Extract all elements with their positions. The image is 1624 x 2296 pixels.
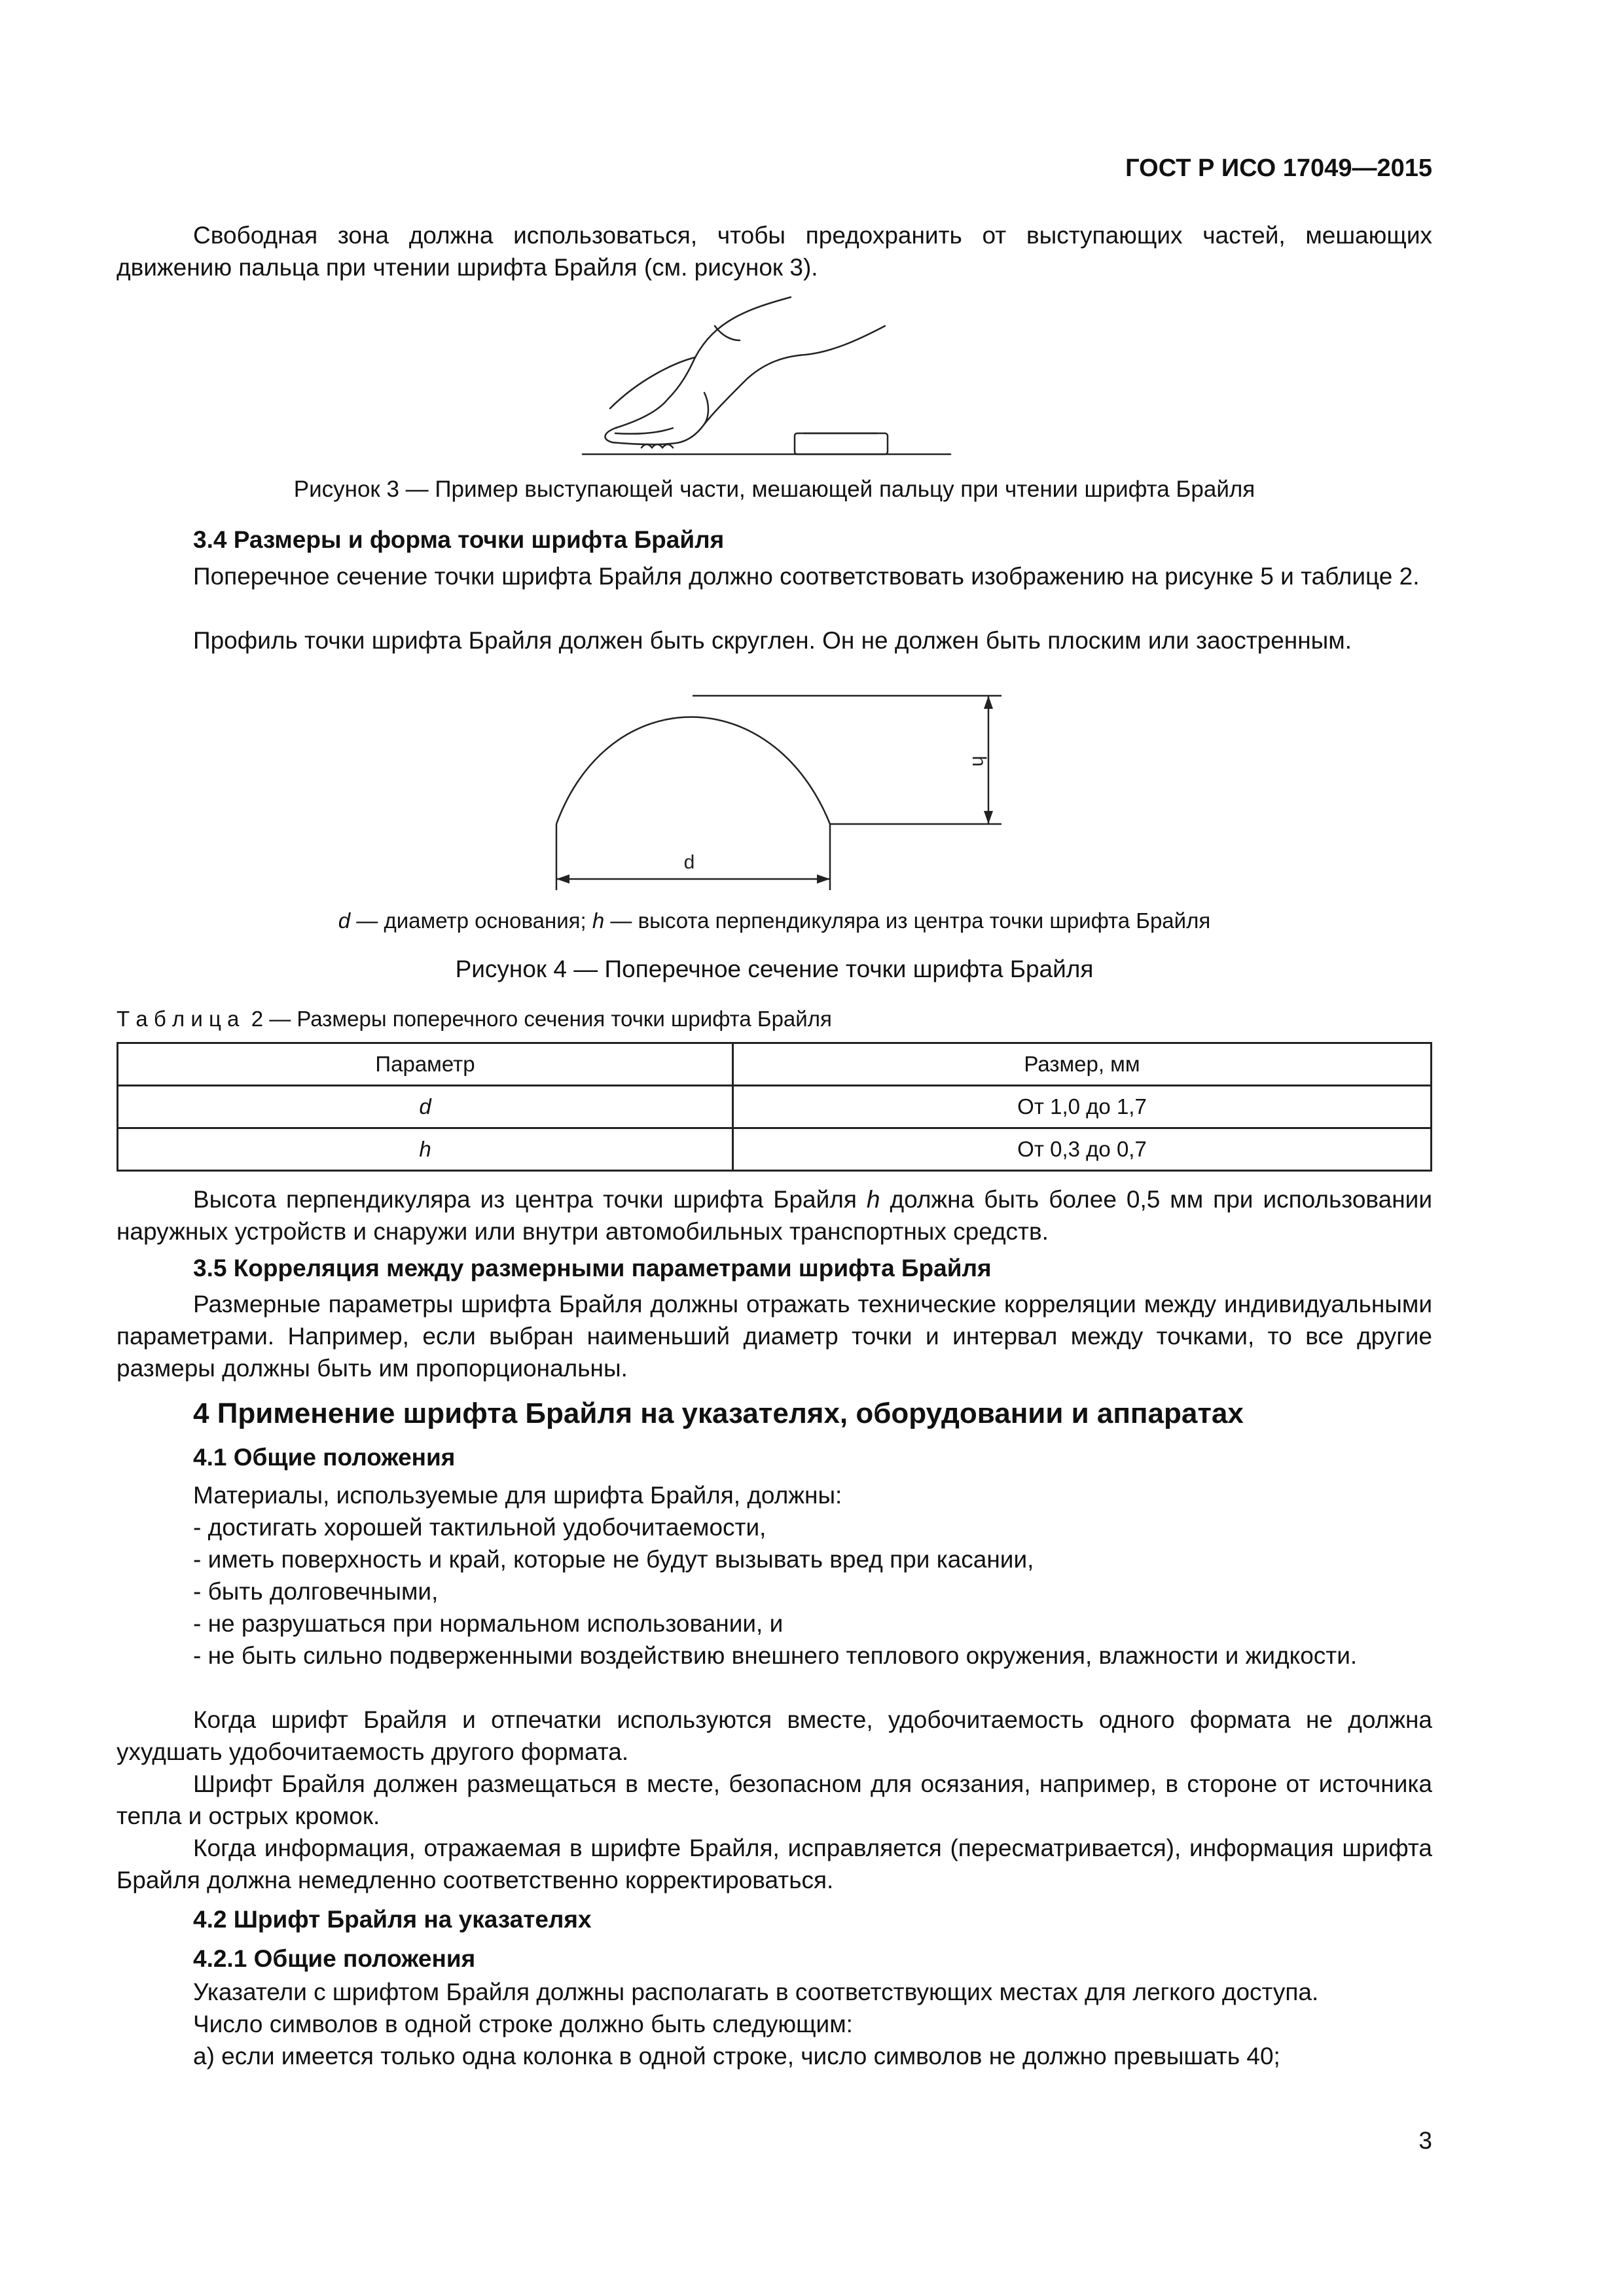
- intro-paragraph: Свободная зона должна использоваться, чтобы предохранить от выступающих частей, мешающих движению пальца при чтении шрифта Брайля (см. рисунок 3).: [117, 222, 1432, 281]
- legend-d: d: [338, 908, 351, 933]
- section-4-2-1-paragraph-1: Указатели с шрифтом Брайля должны располагать в соответствующих местах для легкого доступа.: [193, 1979, 1319, 2005]
- list-item: - иметь поверхность и край, которые не будут вызывать вред при касании,: [193, 1546, 1034, 1573]
- section-4-2-1-paragraph-3: а) если имеется только одна колонка в одной строке, число символов не должно превышать 40;: [193, 2043, 1280, 2070]
- height-label: h: [968, 755, 990, 767]
- section-4-1-intro: Материалы, используемые для шрифта Брайля, должны:: [193, 1482, 842, 1509]
- legend-d-text: — диаметр основания;: [350, 908, 592, 933]
- after-table-text-a: Высота перпендикуляра из центра точки шрифта Брайля: [193, 1186, 867, 1213]
- section-4-1-paragraph-2: Когда шрифт Брайля и отпечатки используются вместе, удобочитаемость одного формата не должна ухудшать удобочитаемость другого формата.: [117, 1706, 1432, 1765]
- list-item: - не быть сильно подверженными воздействию внешнего теплового окружения, влажности и жидкости.: [193, 1642, 1358, 1669]
- section-3-4-paragraph-1: Поперечное сечение точки шрифта Брайля должно соответствовать изображению на рисунке 5 и таблице 2.: [193, 563, 1420, 590]
- legend-h: h: [592, 908, 605, 933]
- section-4-1-heading: 4.1 Общие положения: [193, 1444, 456, 1471]
- after-table-h: h: [866, 1186, 880, 1213]
- section-3-4-paragraph-2: Профиль точки шрифта Брайля должен быть скруглен. Он не должен быть плоским или заостренным.: [193, 627, 1352, 654]
- dot-profile-arc: [556, 717, 830, 825]
- table-header-row: [118, 1043, 1432, 1086]
- page-number: 3: [1418, 2127, 1432, 2154]
- section-4-1-paragraph-3: Шрифт Брайля должен размещаться в месте, безопасном для осязания, например, в стороне от источника тепла и острых кромок.: [117, 1770, 1432, 1829]
- after-table-text-b: должна быть более 0,5 мм при использовании наружных устройств и снаружи или внутри автомобильных транспортных средств.: [117, 1186, 1432, 1245]
- header-parameter: Параметр: [118, 1043, 733, 1086]
- table-2: [117, 1042, 1432, 1172]
- size-cell: От 0,3 до 0,7: [733, 1128, 1432, 1171]
- size-cell: От 1,0 до 1,7: [733, 1086, 1432, 1128]
- list-item: - достигать хорошей тактильной удобочитаемости,: [193, 1514, 767, 1541]
- section-4-heading: 4 Применение шрифта Брайля на указателях, оборудовании и аппаратах: [193, 1397, 1244, 1429]
- header-size: Размер, мм: [733, 1043, 1432, 1086]
- section-4-1-paragraph-4: Когда информация, отражаемая в шрифте Брайля, исправляется (пересматривается), информация шрифта Брайля должна немедленно соответственно корректироваться.: [117, 1835, 1432, 1893]
- legend-h-text: — высота перпендикуляра из центра точки шрифта Брайля: [604, 908, 1211, 933]
- param-cell: d: [118, 1086, 733, 1128]
- figure-4-dot-cross-section: [543, 691, 1028, 890]
- param-cell: h: [118, 1128, 733, 1171]
- section-3-5-heading: 3.5 Корреляция между размерными параметрами шрифта Брайля: [193, 1255, 992, 1282]
- list-item: - не разрушаться при нормальном использовании, и: [193, 1610, 784, 1637]
- figure-4-legend: [117, 908, 1432, 933]
- after-table-paragraph: [117, 1183, 1432, 1247]
- section-4-2-1-paragraph-2: Число символов в одной строке должно быть следующим:: [193, 2011, 853, 2037]
- figure-3-caption: Рисунок 3 — Пример выступающей части, мешающей пальцу при чтении шрифта Брайля: [293, 476, 1255, 502]
- section-3-5-paragraph: Размерные параметры шрифта Брайля должны отражать технические корреляции между индивидуальными параметрами. Например, если выбран наименьший диаметр точки и интервал между точками, то все другие размеры должны быть им пропорциональны.: [117, 1291, 1432, 1382]
- table-row: [118, 1128, 1432, 1171]
- figure-4-caption: Рисунок 4 — Поперечное сечение точки шрифта Брайля: [455, 956, 1094, 982]
- list-item: - быть долговечными,: [193, 1578, 439, 1605]
- table-row: [118, 1086, 1432, 1128]
- table-2-title: Т а б л и ц а 2 — Размеры поперечного сечения точки шрифта Брайля: [117, 1007, 832, 1031]
- section-4-2-1-heading: 4.2.1 Общие положения: [193, 1945, 476, 1972]
- diameter-label: d: [683, 852, 695, 873]
- document-header: ГОСТ Р ИСО 17049—2015: [1125, 154, 1432, 182]
- figure-3-illustration: [576, 295, 969, 465]
- section-3-4-heading: 3.4 Размеры и форма точки шрифта Брайля: [193, 526, 725, 553]
- section-4-2-heading: 4.2 Шрифт Брайля на указателях: [193, 1906, 592, 1933]
